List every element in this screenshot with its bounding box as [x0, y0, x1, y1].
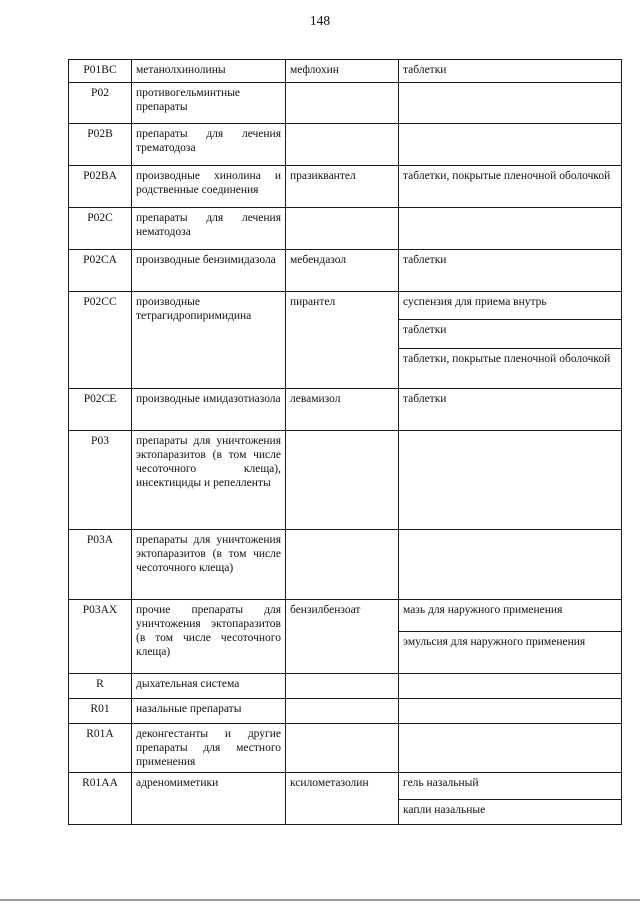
table-row [69, 674, 622, 699]
table-row [69, 208, 622, 250]
group-cell: деконгестанты и другие препараты для местного применения [132, 724, 286, 773]
table-row [69, 60, 622, 83]
code-cell: P03AX [69, 600, 132, 674]
dosage-form-cell [399, 124, 622, 166]
table-row [69, 250, 622, 292]
drug-cell: мефлохин [286, 60, 399, 83]
code-cell: P02C [69, 208, 132, 250]
group-cell: препараты для лечения нематодоза [132, 208, 286, 250]
dosage-form-cell: таблетки [399, 389, 622, 431]
drug-classification-table [68, 59, 622, 825]
drug-cell: бензилбензоат [286, 600, 399, 674]
code-cell: R01 [69, 699, 132, 724]
group-cell: противогельминтные препараты [132, 83, 286, 124]
drug-cell [286, 431, 399, 530]
code-cell: P02CE [69, 389, 132, 431]
table-row [69, 166, 622, 208]
dosage-form-cell: гель назальный [399, 773, 622, 800]
code-cell: P02BA [69, 166, 132, 208]
drug-cell: левамизол [286, 389, 399, 431]
drug-cell [286, 674, 399, 699]
drug-cell [286, 699, 399, 724]
dosage-form-cell: таблетки [399, 250, 622, 292]
table-row [69, 431, 622, 530]
code-cell: P02 [69, 83, 132, 124]
code-cell: R01AA [69, 773, 132, 825]
dosage-form-cell [399, 431, 622, 530]
group-cell: препараты для уничтожения эктопаразитов (в том числе чесоточного клеща), инсектициды и репелленты [132, 431, 286, 530]
dosage-form-cell: таблетки, покрытые пленочной оболочкой [399, 349, 622, 389]
dosage-form-cell: таблетки, покрытые пленочной оболочкой [399, 166, 622, 208]
group-cell: назальные препараты [132, 699, 286, 724]
group-cell: производные бензимидазола [132, 250, 286, 292]
dosage-form-cell [399, 83, 622, 124]
dosage-form-cell: капли назальные [399, 800, 622, 825]
dosage-form-cell [399, 530, 622, 600]
dosage-form-cell [399, 674, 622, 699]
code-cell: P02CC [69, 292, 132, 389]
table-row [69, 389, 622, 431]
table-row [69, 124, 622, 166]
group-cell: прочие препараты для уничтожения эктопаразитов (в том числе чесоточного клеща) [132, 600, 286, 674]
code-cell: P02CA [69, 250, 132, 292]
group-cell: метанолхинолины [132, 60, 286, 83]
group-cell: препараты для лечения трематодоза [132, 124, 286, 166]
dosage-form-cell [399, 724, 622, 773]
drug-cell [286, 530, 399, 600]
group-cell: производные тетрагидропиримидина [132, 292, 286, 389]
dosage-form-cell: таблетки [399, 60, 622, 83]
drug-cell [286, 83, 399, 124]
table-row [69, 292, 622, 320]
scan-bottom-edge [0, 899, 640, 901]
drug-cell: пирантел [286, 292, 399, 389]
code-cell: R [69, 674, 132, 699]
dosage-form-cell: мазь для наружного применения [399, 600, 622, 632]
group-cell: дыхательная система [132, 674, 286, 699]
table-row [69, 530, 622, 600]
page-number: 148 [309, 13, 331, 28]
group-cell: производные хинолина и родственные соединения [132, 166, 286, 208]
dosage-form-cell [399, 699, 622, 724]
table-row [69, 699, 622, 724]
code-cell: P01BC [69, 60, 132, 83]
table-row [69, 83, 622, 124]
table-row [69, 724, 622, 773]
drug-cell [286, 208, 399, 250]
drug-cell [286, 124, 399, 166]
table-row [69, 773, 622, 800]
table-row [69, 600, 622, 632]
drug-cell: ксилометазолин [286, 773, 399, 825]
code-cell: R01A [69, 724, 132, 773]
dosage-form-cell: таблетки [399, 320, 622, 349]
group-cell: препараты для уничтожения эктопаразитов (в том числе чесоточного клеща) [132, 530, 286, 600]
code-cell: P03 [69, 431, 132, 530]
code-cell: P02B [69, 124, 132, 166]
group-cell: производные имидазотиазола [132, 389, 286, 431]
dosage-form-cell: эмульсия для наружного применения [399, 632, 622, 674]
dosage-form-cell: суспензия для приема внутрь [399, 292, 622, 320]
code-cell: P03A [69, 530, 132, 600]
group-cell: адреномиметики [132, 773, 286, 825]
dosage-form-cell [399, 208, 622, 250]
drug-cell: празиквантел [286, 166, 399, 208]
drug-cell [286, 724, 399, 773]
drug-cell: мебендазол [286, 250, 399, 292]
